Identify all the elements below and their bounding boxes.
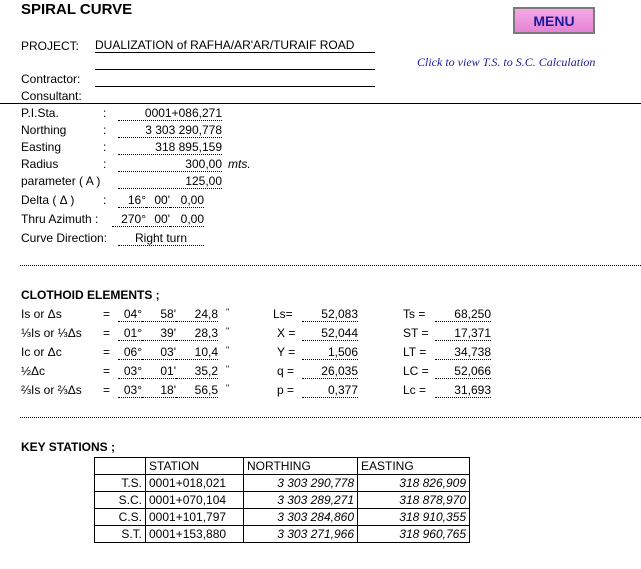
angle-minutes: 39'	[142, 326, 176, 341]
angle-label: ⅓Is or ⅓Δs	[21, 326, 82, 340]
tangent-value: 17,371	[435, 326, 491, 341]
seconds-mark: "	[226, 364, 230, 374]
angle-label: Ic or Δc	[21, 345, 62, 359]
col-header-easting: EASTING	[358, 458, 470, 475]
seconds-mark: "	[226, 383, 230, 393]
colon: :	[103, 123, 107, 137]
tangent-value: 31,693	[435, 383, 491, 398]
azimuth-minutes: 00'	[146, 212, 170, 227]
angle-seconds: 24,8	[176, 307, 218, 322]
page-title: SPIRAL CURVE	[21, 1, 133, 18]
curve-direction-label: Curve Direction:	[21, 231, 108, 245]
angle-degrees: 04°	[118, 307, 142, 322]
tangent-label: LC =	[403, 364, 429, 378]
angle-seconds: 10,4	[176, 345, 218, 360]
table-row	[95, 475, 470, 492]
easting-label: Easting	[21, 140, 62, 154]
length-value: 1,506	[302, 345, 358, 360]
northing-value: 3 303 289,271	[244, 492, 358, 509]
project-line-2	[95, 55, 375, 69]
easting-value: 318 910,355	[358, 509, 470, 526]
key-stations-table	[94, 457, 470, 543]
radius-label: Radius	[21, 157, 59, 171]
length-value: 52,044	[302, 326, 358, 341]
col-header-station: STATION	[146, 458, 244, 475]
table-row	[95, 492, 470, 509]
angle-degrees: 01°	[118, 326, 142, 341]
colon: :	[103, 157, 107, 171]
tangent-label: ST =	[403, 326, 429, 340]
seconds-mark: "	[226, 307, 230, 317]
station-name: S.C.	[95, 492, 146, 509]
easting-value: 318 960,765	[358, 526, 470, 543]
table-row	[95, 509, 470, 526]
equals: =	[103, 383, 111, 397]
angle-degrees: 03°	[118, 364, 142, 379]
clothoid-section-title: CLOTHOID ELEMENTS ;	[21, 288, 160, 302]
azimuth-label: Thru Azimuth :	[21, 212, 99, 226]
parameter-value: 125,00	[118, 174, 222, 189]
table-header-row	[95, 458, 470, 475]
tangent-value: 34,738	[435, 345, 491, 360]
parameter-label: parameter ( A )	[21, 174, 101, 188]
station-name: S.T.	[95, 526, 146, 543]
equals: =	[103, 307, 111, 321]
delta-degrees: 16°	[118, 193, 146, 208]
radius-unit: mts.	[228, 157, 251, 171]
angle-degrees: 03°	[118, 383, 142, 398]
view-ts-sc-calculation-link[interactable]: Click to view T.S. to S.C. Calculation	[417, 55, 596, 69]
length-value: 0,377	[302, 383, 358, 398]
tangent-value: 52,066	[435, 364, 491, 379]
station-value: 0001+070,104	[146, 492, 244, 509]
table-row	[95, 526, 470, 543]
colon: :	[103, 106, 107, 120]
length-value: 26,035	[302, 364, 358, 379]
easting-value: 318 826,909	[358, 475, 470, 492]
angle-seconds: 56,5	[176, 383, 218, 398]
delta-label: Delta ( Δ )	[21, 193, 75, 207]
angle-minutes: 18'	[142, 383, 176, 398]
angle-minutes: 01'	[142, 364, 176, 379]
equals: =	[103, 345, 111, 359]
angle-degrees: 06°	[118, 345, 142, 360]
seconds-mark: "	[226, 326, 230, 336]
equals: =	[103, 326, 111, 340]
northing-value: 3 303 290,778	[244, 475, 358, 492]
curve-direction-value: Right turn	[118, 231, 204, 246]
colon: :	[103, 140, 107, 154]
contractor-label: Contractor:	[21, 72, 81, 86]
length-label: Y =	[277, 345, 296, 359]
angle-seconds: 28,3	[176, 326, 218, 341]
station-value: 0001+153,880	[146, 526, 244, 543]
divider	[20, 265, 641, 266]
table-corner	[95, 458, 146, 475]
northing-value: 3 303 284,860	[244, 509, 358, 526]
menu-button[interactable]: MENU	[513, 7, 595, 34]
tangent-label: LT =	[403, 345, 427, 359]
station-value: 0001+018,021	[146, 475, 244, 492]
tangent-label: Ts =	[403, 307, 426, 321]
angle-label: ½Δc	[21, 364, 46, 378]
angle-minutes: 58'	[142, 307, 176, 322]
easting-value: 318 878,970	[358, 492, 470, 509]
key-stations-title: KEY STATIONS ;	[21, 440, 116, 454]
easting-value: 318 895,159	[118, 140, 222, 155]
tangent-value: 68,250	[435, 307, 491, 322]
northing-value: 3 303 271,966	[244, 526, 358, 543]
angle-label: Is or Δs	[21, 307, 62, 321]
project-label: PROJECT:	[21, 39, 80, 53]
angle-seconds: 35,2	[176, 364, 218, 379]
colon: :	[103, 193, 107, 207]
station-name: T.S.	[95, 475, 146, 492]
northing-value: 3 303 290,778	[118, 123, 222, 138]
divider	[0, 103, 641, 104]
length-label: Ls=	[273, 307, 293, 321]
azimuth-seconds: 0,00	[170, 212, 204, 227]
divider	[20, 417, 641, 418]
station-name: C.S.	[95, 509, 146, 526]
azimuth-degrees: 270°	[112, 212, 146, 227]
col-header-northing: NORTHING	[244, 458, 358, 475]
delta-seconds: 0,00	[170, 193, 204, 208]
angle-minutes: 03'	[142, 345, 176, 360]
tangent-label: Lc =	[403, 383, 427, 397]
project-name: DUALIZATION of RAFHA/AR'AR/TURAIF ROAD	[95, 38, 375, 53]
length-label: X =	[277, 326, 296, 340]
length-label: p =	[277, 383, 295, 397]
delta-minutes: 00'	[146, 193, 170, 208]
length-value: 52,083	[302, 307, 358, 322]
seconds-mark: "	[226, 345, 230, 355]
radius-value: 300,00	[118, 157, 222, 172]
pi-station-label: P.I.Sta.	[21, 106, 59, 120]
length-label: q =	[277, 364, 295, 378]
angle-label: ⅔Is or ⅔Δs	[21, 383, 82, 397]
consultant-label: Consultant:	[21, 89, 82, 103]
station-value: 0001+101,797	[146, 509, 244, 526]
pi-station-value: 0001+086,271	[118, 106, 222, 121]
northing-label: Northing	[21, 123, 67, 137]
equals: =	[103, 364, 111, 378]
contractor-value	[95, 72, 375, 87]
